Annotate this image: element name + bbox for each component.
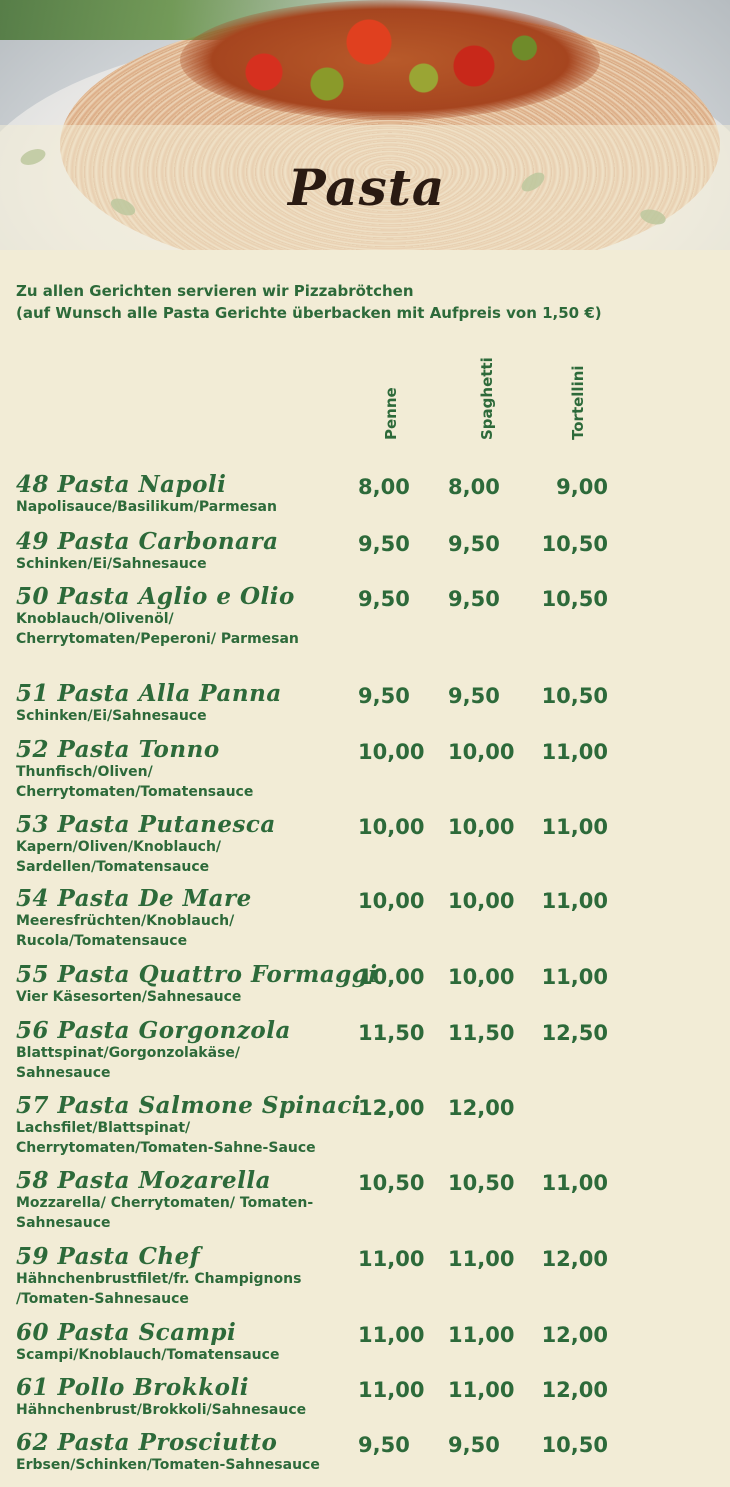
menu-item <box>16 1431 730 1475</box>
price-tortellini: 11,00 <box>541 1171 608 1195</box>
price-penne: 9,50 <box>358 532 410 556</box>
hero-image <box>0 0 730 250</box>
column-header-penne: Penne <box>382 387 400 440</box>
menu-item <box>16 682 730 726</box>
menu-item-name: 50 Pasta Aglio e Olio <box>16 583 295 610</box>
price-spaghetti: 10,00 <box>448 740 515 764</box>
price-spaghetti: 10,00 <box>448 815 515 839</box>
menu-item-description: Scampi/Knoblauch/Tomatensauce <box>16 1347 280 1363</box>
price-spaghetti: 11,00 <box>448 1323 515 1347</box>
menu-item-description: Lachsfilet/Blattspinat/ Cherrytomaten/Tomaten-Sahne-Sauce <box>16 1120 316 1156</box>
menu-item-description: Hähnchenbrust/Brokkoli/Sahnesauce <box>16 1402 307 1418</box>
menu-item-name: 59 Pasta Chef <box>16 1243 201 1270</box>
price-penne: 8,00 <box>358 475 410 499</box>
price-tortellini: 11,00 <box>541 815 608 839</box>
menu-item <box>16 530 730 574</box>
toppings-image <box>180 0 600 120</box>
menu-item-name: 62 Pasta Prosciutto <box>16 1429 278 1456</box>
price-penne: 11,00 <box>358 1323 425 1347</box>
price-penne: 11,50 <box>358 1021 425 1045</box>
price-penne: 11,00 <box>358 1247 425 1271</box>
price-tortellini: 10,50 <box>541 1433 608 1457</box>
menu-item-name: 53 Pasta Putanesca <box>16 811 276 838</box>
price-penne: 10,00 <box>358 889 425 913</box>
menu-item-name: 54 Pasta De Mare <box>16 885 252 912</box>
price-penne: 10,00 <box>358 965 425 989</box>
menu-item-description: Thunfisch/Oliven/ Cherrytomaten/Tomatensauce <box>16 764 254 800</box>
menu-item-description: Napolisauce/Basilikum/Parmesan <box>16 499 277 515</box>
page-title: Pasta <box>288 158 446 217</box>
price-penne: 10,00 <box>358 740 425 764</box>
price-tortellini: 12,00 <box>541 1378 608 1402</box>
menu-item <box>16 1094 730 1158</box>
menu-item <box>16 1019 730 1083</box>
price-spaghetti: 9,50 <box>448 684 500 708</box>
price-tortellini: 10,50 <box>541 684 608 708</box>
price-spaghetti: 10,50 <box>448 1171 515 1195</box>
price-penne: 10,00 <box>358 815 425 839</box>
price-spaghetti: 9,50 <box>448 532 500 556</box>
price-penne: 9,50 <box>358 1433 410 1457</box>
column-header-tortellini: Tortellini <box>569 365 587 440</box>
price-penne: 9,50 <box>358 684 410 708</box>
price-spaghetti: 11,00 <box>448 1378 515 1402</box>
menu-item <box>16 585 730 649</box>
menu-item <box>16 887 730 951</box>
menu-item-name: 48 Pasta Napoli <box>16 471 227 498</box>
menu-item-description: Mozzarella/ Cherrytomaten/ Tomaten-Sahnesauce <box>16 1195 314 1231</box>
intro-line-1: Zu allen Gerichten servieren wir Pizzabrötchen <box>16 282 414 300</box>
intro-line-2: (auf Wunsch alle Pasta Gerichte überbacken mit Aufpreis von 1,50 €) <box>16 304 602 322</box>
menu-item-name: 49 Pasta Carbonara <box>16 528 279 555</box>
price-spaghetti: 10,00 <box>448 889 515 913</box>
menu-item-description: Knoblauch/Olivenöl/ Cherrytomaten/Peperoni/ Parmesan <box>16 611 299 647</box>
price-tortellini: 11,00 <box>541 965 608 989</box>
price-spaghetti: 10,00 <box>448 965 515 989</box>
menu-item <box>16 1321 730 1365</box>
price-penne: 10,50 <box>358 1171 425 1195</box>
price-tortellini: 10,50 <box>541 532 608 556</box>
menu-item-description: Schinken/Ei/Sahnesauce <box>16 708 207 724</box>
menu-item-name: 51 Pasta Alla Panna <box>16 680 282 707</box>
price-spaghetti: 11,50 <box>448 1021 515 1045</box>
menu-item-description: Hähnchenbrustfilet/fr. Champignons /Tomaten-Sahnesauce <box>16 1271 302 1307</box>
price-spaghetti: 12,00 <box>448 1096 515 1120</box>
price-tortellini: 9,00 <box>556 475 608 499</box>
price-tortellini: 11,00 <box>541 740 608 764</box>
menu-item <box>16 1245 730 1309</box>
price-spaghetti: 9,50 <box>448 587 500 611</box>
menu-item-name: 55 Pasta Quattro Formaggi <box>16 961 378 988</box>
column-header-spaghetti: Spaghetti <box>478 357 496 440</box>
menu-item-name: 60 Pasta Scampi <box>16 1319 237 1346</box>
price-tortellini: 11,00 <box>541 889 608 913</box>
price-spaghetti: 9,50 <box>448 1433 500 1457</box>
price-spaghetti: 11,00 <box>448 1247 515 1271</box>
menu-item-description: Erbsen/Schinken/Tomaten-Sahnesauce <box>16 1457 320 1473</box>
price-tortellini: 12,00 <box>541 1247 608 1271</box>
menu-item <box>16 473 730 517</box>
menu-item-description: Blattspinat/Gorgonzolakäse/ Sahnesauce <box>16 1045 241 1081</box>
menu-item-name: 52 Pasta Tonno <box>16 736 220 763</box>
menu-item <box>16 1376 730 1420</box>
price-tortellini: 12,50 <box>541 1021 608 1045</box>
menu-item <box>16 1169 730 1233</box>
intro-text <box>16 280 716 324</box>
menu-item-name: 57 Pasta Salmone Spinaci <box>16 1092 362 1119</box>
menu-item-description: Vier Käsesorten/Sahnesauce <box>16 989 242 1005</box>
menu-item-name: 61 Pollo Brokkoli <box>16 1374 249 1401</box>
price-tortellini: 10,50 <box>541 587 608 611</box>
menu-item <box>16 813 730 877</box>
price-penne: 12,00 <box>358 1096 425 1120</box>
menu-item-name: 58 Pasta Mozarella <box>16 1167 271 1194</box>
menu-item <box>16 738 730 802</box>
price-penne: 11,00 <box>358 1378 425 1402</box>
price-tortellini: 12,00 <box>541 1323 608 1347</box>
menu-item-name: 56 Pasta Gorgonzola <box>16 1017 291 1044</box>
price-penne: 9,50 <box>358 587 410 611</box>
menu-item <box>16 963 730 1007</box>
menu-item-description: Meeresfrüchten/Knoblauch/ Rucola/Tomatensauce <box>16 913 235 949</box>
menu-item-description: Schinken/Ei/Sahnesauce <box>16 556 207 572</box>
price-spaghetti: 8,00 <box>448 475 500 499</box>
menu-item-description: Kapern/Oliven/Knoblauch/ Sardellen/Tomatensauce <box>16 839 222 875</box>
